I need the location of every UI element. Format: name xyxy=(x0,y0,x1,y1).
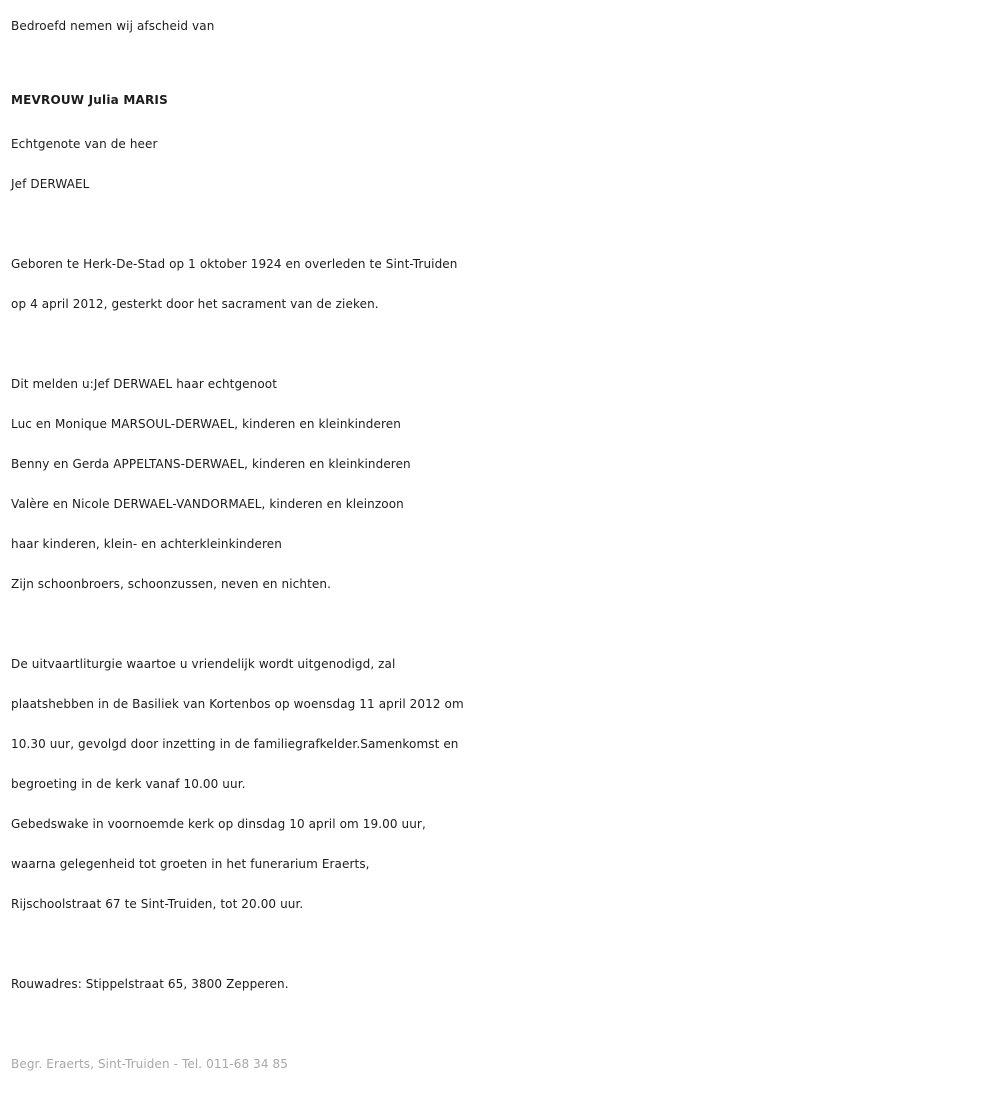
family-line: Luc en Monique MARSOUL-DERWAEL, kinderen en kleinkinderen xyxy=(11,417,401,431)
family-line: haar kinderen, klein- en achterkleinkinderen xyxy=(11,537,282,551)
paragraph-line: begroeting in de kerk vanaf 10.00 uur. xyxy=(11,777,246,791)
spacer xyxy=(11,924,991,964)
spacer xyxy=(11,1004,991,1044)
paragraph-line: 10.30 uur, gevolgd door inzetting in de familiegrafkelder.Samenkomst en xyxy=(11,737,459,751)
paragraph-line: op 4 april 2012, gesterkt door het sacrament van de zieken. xyxy=(11,297,379,311)
intro-text: Bedroefd nemen wij afscheid van xyxy=(11,19,215,33)
deceased-name: MEVROUW Julia MARIS xyxy=(11,93,168,107)
birth-death-paragraph xyxy=(11,244,991,324)
funeral-home-footer: Begr. Eraerts, Sint-Truiden - Tel. 011-68 34 85 xyxy=(11,1057,288,1071)
paragraph-line: De uitvaartliturgie waartoe u vriendelijk wordt uitgenodigd, zal xyxy=(11,657,396,671)
paragraph-line: Rijschoolstraat 67 te Sint-Truiden, tot 20.00 uur. xyxy=(11,897,304,911)
paragraph-line: Geboren te Herk-De-Stad op 1 oktober 1924 en overleden te Sint-Truiden xyxy=(11,257,458,271)
mourning-address: Rouwadres: Stippelstraat 65, 3800 Zepperen. xyxy=(11,977,289,991)
family-line: Valère en Nicole DERWAEL-VANDORMAEL, kinderen en kleinzoon xyxy=(11,497,404,511)
spouse-line-2: Jef DERWAEL xyxy=(11,177,90,191)
family-list xyxy=(11,364,991,604)
obituary-notice xyxy=(11,6,991,1084)
ceremony-paragraph xyxy=(11,644,991,924)
paragraph-line: plaatshebben in de Basiliek van Kortenbos op woensdag 11 april 2012 om xyxy=(11,697,464,711)
paragraph-line: waarna gelegenheid tot groeten in het funerarium Eraerts, xyxy=(11,857,370,871)
paragraph-line: Gebedswake in voornoemde kerk op dinsdag 10 april om 19.00 uur, xyxy=(11,817,426,831)
family-line: Dit melden u:Jef DERWAEL haar echtgenoot xyxy=(11,377,278,391)
spacer xyxy=(11,46,991,76)
spacer xyxy=(11,204,991,244)
spouse-line-1: Echtgenote van de heer xyxy=(11,137,158,151)
spacer xyxy=(11,324,991,364)
family-line: Zijn schoonbroers, schoonzussen, neven en nichten. xyxy=(11,577,331,591)
spacer xyxy=(11,604,991,644)
family-line: Benny en Gerda APPELTANS-DERWAEL, kinderen en kleinkinderen xyxy=(11,457,411,471)
